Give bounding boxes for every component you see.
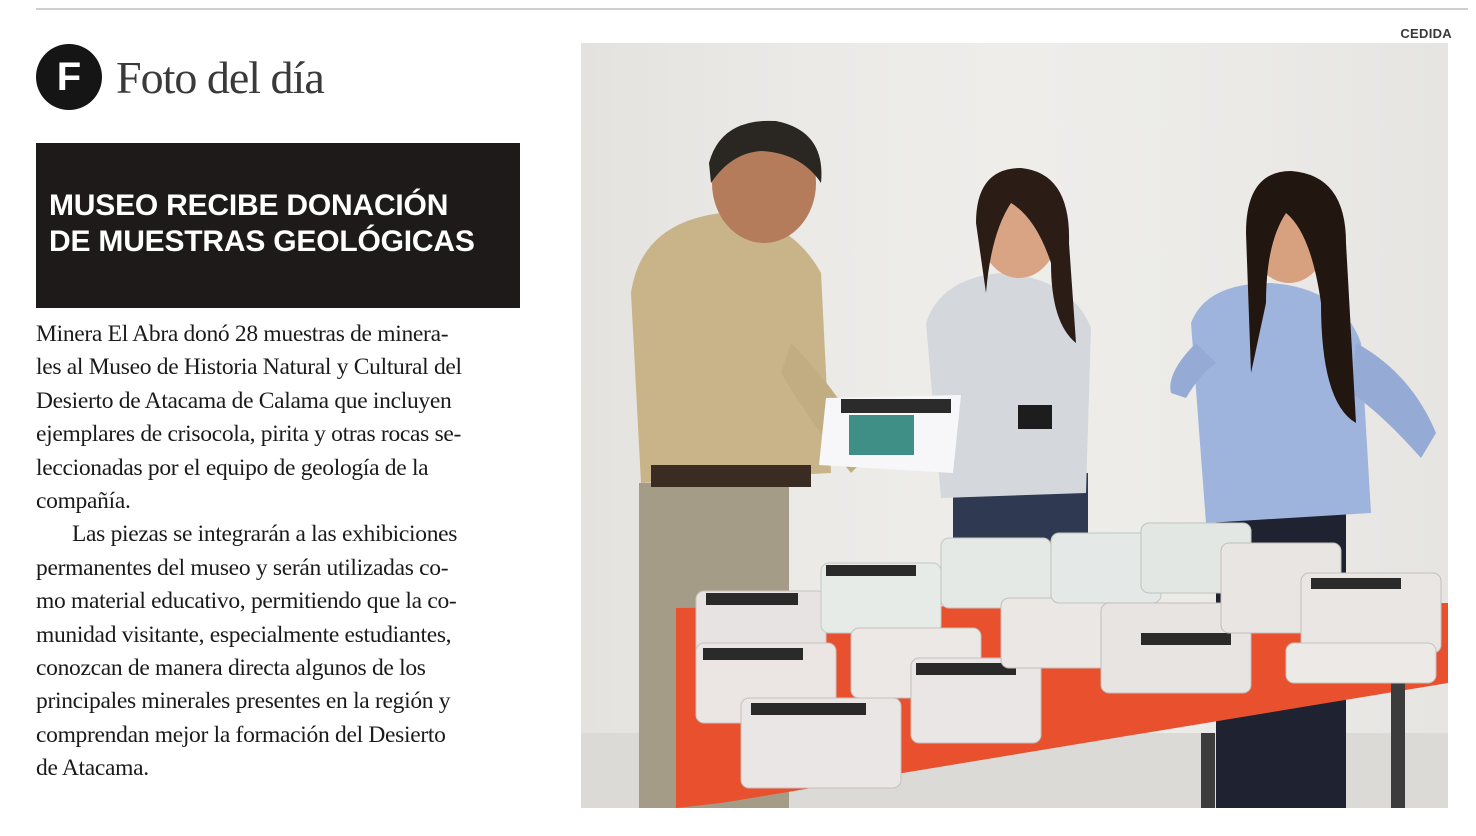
body-line: permanentes del museo y serán utilizadas co- [36, 554, 449, 581]
photo-credit: CEDIDA [1400, 26, 1452, 41]
body-line: Las piezas se integrarán a las exhibiciones [72, 521, 458, 548]
paper-sheet [819, 395, 961, 473]
section-title: Foto del día [116, 51, 324, 103]
sample-bag [1286, 643, 1436, 683]
body-line: les al Museo de Historia Natural y Cultural del [36, 354, 462, 381]
headline-box [36, 143, 520, 308]
man-belt [651, 465, 811, 487]
article-body [36, 318, 520, 785]
body-line: comprendan mejor la formación del Desierto [36, 721, 446, 748]
bag-label [916, 663, 1016, 675]
body-line: ejemplares de crisocola, pirita y otras rocas se- [36, 421, 462, 448]
bag-label [1311, 578, 1401, 589]
section-badge [36, 44, 102, 110]
body-line: mo material educativo, permitiendo que la co- [36, 588, 457, 615]
section-header [36, 42, 324, 112]
man-shirt [631, 213, 831, 483]
bag-label [751, 703, 866, 715]
bag-label [1141, 633, 1231, 645]
bag-label [703, 648, 803, 660]
top-rule [36, 8, 1468, 10]
body-line: Minera El Abra donó 28 muestras de minera- [36, 321, 449, 347]
table-leg [1201, 733, 1215, 808]
paper-mineral-image [849, 415, 914, 455]
body-line: principales minerales presentes en la región y [36, 688, 451, 715]
body-line: Desierto de Atacama de Calama que incluyen [36, 387, 452, 414]
news-photo-illustration [581, 43, 1448, 808]
body-line: leccionadas por el equipo de geología de la [36, 454, 429, 481]
headline-line: DE MUESTRAS GEOLÓGICAS [49, 225, 475, 258]
news-photo [581, 43, 1448, 808]
headline-line: MUSEO RECIBE DONACIÓN [49, 189, 449, 222]
woman-middle-badge [1018, 405, 1052, 429]
table-leg [1391, 683, 1405, 808]
bag-label [706, 593, 798, 605]
body-line: munidad visitante, especialmente estudiantes, [36, 621, 452, 648]
section-badge-letter: F [56, 55, 82, 99]
body-line: de Atacama. [36, 755, 149, 782]
body-line: compañía. [36, 487, 131, 514]
bag-label [826, 565, 916, 576]
paper-header-bar [841, 399, 951, 413]
body-line: conozcan de manera directa algunos de los [36, 654, 426, 681]
